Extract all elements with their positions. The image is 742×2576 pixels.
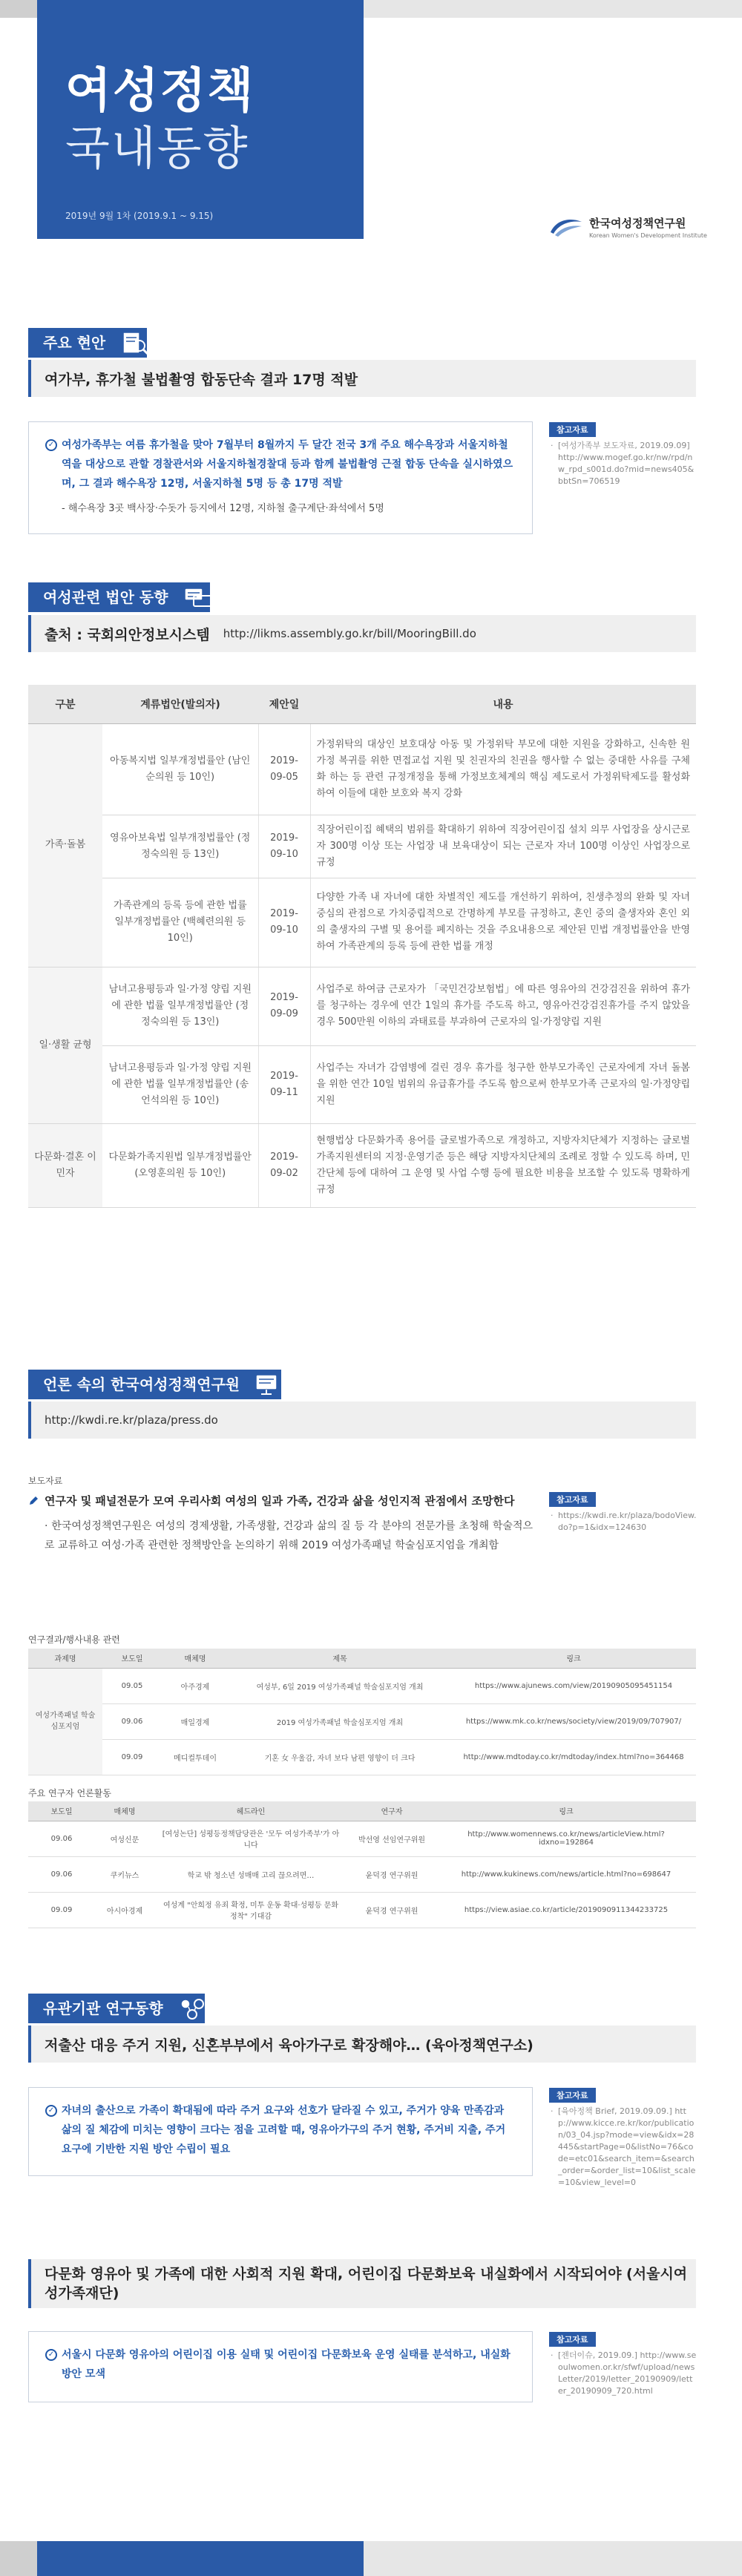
title-line2: 국내동향 [65, 121, 249, 175]
col-date: 보도일 [102, 1649, 162, 1668]
table-row [28, 815, 696, 878]
col-project: 과제명 [28, 1649, 102, 1668]
bill-cell: 남녀고용평등과 일·가정 양립 지원에 관한 법률 일부개정법률안 (정정숙의원 등 13인) [102, 967, 258, 1045]
table-row [28, 1703, 696, 1739]
reference-tag: 참고자료 [549, 422, 596, 437]
issue-reference [549, 421, 697, 487]
desc-cell: 직장어린이집 혜택의 범위를 확대하기 위하여 직장어린이집 설치 의무 사업장을 상시근로자 300명 이상 또는 사업장 내 보육대상이 되는 근로자 자녀 100명 이상인 사업장으로 규정 [310, 815, 696, 878]
date-cell: 2019-09-10 [258, 815, 310, 878]
chat-icon [180, 584, 214, 611]
link-cell[interactable]: http://www.kukinews.com/news/article.html?no=698647 [436, 1856, 696, 1892]
section-head-related [28, 1994, 205, 2023]
law-source [28, 615, 696, 652]
press-item [28, 1491, 533, 1555]
table-row [28, 1821, 696, 1856]
author-cell: 윤덕경 연구위원 [347, 1892, 436, 1928]
table-row [28, 967, 696, 1045]
table1-label: 연구결과/행사내용 관련 [28, 1634, 120, 1645]
reference-link[interactable]: · [여성가족부 보도자료, 2019.09.09] http://www.mogef.go.kr/nw/rpd/nw_rpd_s001d.do?mid=news405&bbtSn=706519 [549, 440, 697, 487]
issue-bullet: - 해수욕장 3곳 백사장·수돗가 등지에서 12명, 지하철 출구계단·좌석에서 5명 [62, 503, 384, 514]
monitor-icon [252, 1371, 286, 1398]
date-cell: 2019-09-05 [258, 723, 310, 815]
link-cell[interactable]: https://view.asiae.co.kr/article/2019090911344233725 [436, 1892, 696, 1928]
table-row [28, 1123, 696, 1207]
group-cell: 가족·돌봄 [28, 723, 102, 967]
media-cell: 쿠키뉴스 [95, 1856, 154, 1892]
check-circle-icon: ✓ [45, 2105, 57, 2117]
network-icon [175, 1995, 209, 2022]
check-circle-icon: ✓ [45, 439, 57, 451]
project-cell: 여성가족패널 학술심포지엄 [28, 1668, 102, 1775]
issue-box [28, 421, 533, 534]
related-headline-2-text: 다문화 영유아 및 가족에 대한 사회적 지원 확대, 어린이집 다문화보육 내실화에서 시작되어야 (서울시여성가족재단) [45, 2266, 688, 2301]
issue-headline [28, 360, 696, 397]
col-headline: 헤드라인 [154, 1801, 347, 1821]
org-name: 한국여성정책연구원 [589, 217, 686, 230]
link-cell[interactable]: http://www.mdtoday.co.kr/mdtoday/index.html?no=364468 [451, 1739, 696, 1775]
bill-cell: 다문화가족지원법 일부개정법률안 (오영훈의원 등 10인) [102, 1123, 258, 1207]
section-title: 주요 현안 [43, 334, 106, 352]
date-cell: 2019-09-11 [258, 1045, 310, 1123]
reference-tag: 참고자료 [549, 2088, 596, 2103]
issue-headline-text: 여가부, 휴가철 불법촬영 합동단속 결과 17명 적발 [45, 371, 358, 388]
kwdi-logo-icon [549, 216, 583, 238]
section-title: 유관기관 연구동향 [43, 2000, 163, 2017]
check-circle-icon: ✓ [45, 2349, 57, 2361]
media-cell: 매일경제 [162, 1703, 229, 1739]
table-row [28, 878, 696, 967]
title-cell: 2019 여성가족패널 학술심포지엄 개최 [229, 1703, 451, 1739]
col-author: 연구자 [347, 1801, 436, 1821]
press-source [28, 1402, 696, 1439]
press-results-table [28, 1649, 696, 1775]
table-row [28, 1856, 696, 1892]
law-table-header [28, 685, 696, 723]
link-cell[interactable]: http://www.womennews.co.kr/news/articleView.html?idxno=192864 [436, 1821, 696, 1856]
section-title: 언론 속의 한국여성정책연구원 [43, 1376, 240, 1393]
author-cell: 박선영 선임연구위원 [347, 1821, 436, 1856]
col-bill: 계류법안(발의자) [102, 685, 258, 723]
table-row [28, 1739, 696, 1775]
section-title: 여성관련 법안 동향 [43, 588, 168, 606]
law-table [28, 685, 696, 1208]
desc-cell: 현행법상 다문화가족 용어를 글로벌가족으로 개정하고, 지방자치단체가 지정하는 글로벌가족지원센터의 지정·운영기준 등은 해당 지방자치단체의 조례로 정할 수 있도록 하며, 민간단체 등에 대하여 그 운영 및 사업 수행 등에 필요한 비용을 보조할 수 있도록 명확하게 규정 [310, 1123, 696, 1207]
reference-link[interactable]: · [육아정책 Brief, 2019.09.09.] http://www.kicce.re.kr/kor/publication/03_04.jsp?mode=view&idx=28445&startPage=0&listNo=76&code=etc01&search_item=&search_order=&order_list=10&list_scale=10&view_level=0 [549, 2106, 697, 2189]
related-lead-2: ✓ 서울시 다문화 영유아의 어린이집 이용 실태 및 어린이집 다문화보육 운영 실태를 분석하고, 내실화 방안 모색 [45, 2345, 516, 2384]
col-title: 제목 [229, 1649, 451, 1668]
related-reference-1 [549, 2087, 697, 2189]
title-cell: 여성부, 6일 2019 여성가족패널 학술심포지엄 개최 [229, 1668, 451, 1703]
group-cell: 다문화·결혼 이민자 [28, 1123, 102, 1207]
link-cell[interactable]: https://www.mk.co.kr/news/society/view/2019/09/707907/ [451, 1703, 696, 1739]
press-source-url[interactable]: http://kwdi.re.kr/plaza/press.do [45, 1413, 218, 1427]
date-cell: 2019-09-02 [258, 1123, 310, 1207]
researcher-media-table [28, 1801, 696, 1928]
table-row [28, 723, 696, 815]
headline-cell: [여성논단] 성평등정책담당관은 '모두 여성가족부'가 아니다 [154, 1821, 347, 1856]
table-row [28, 1668, 696, 1703]
table-header [28, 1801, 696, 1821]
related-box-2 [28, 2331, 533, 2402]
col-media: 매체명 [162, 1649, 229, 1668]
date-cell: 09.09 [102, 1739, 162, 1775]
table2-label: 주요 연구자 언론활동 [28, 1788, 111, 1798]
desc-cell: 다양한 가족 내 자녀에 대한 차별적인 제도를 개선하기 위하여, 친생추정의 완화 및 자녀 중심의 관점으로 가치중립적으로 간명하게 부모를 규정하고, 혼인 중의 출생자와 혼인 외의 출생자의 구별 및 용어를 폐지하는 것을 주요내용으로 제안된 민법 개정법률안을 반영하여 가족관계의 등록 등에 관한 법률 개정 [310, 878, 696, 967]
press-body: · 한국여성정책연구원은 여성의 경제생활, 가족생활, 건강과 삶의 질 등 각 분야의 전문가를 초청해 학술적으로 교류하고 여성·가족 관련한 정책방안을 논의하기 위해 2019 여성가족패널 학술심포지엄을 개최함 [45, 1520, 533, 1551]
related-headline-2 [28, 2259, 696, 2308]
press-lead: 연구자 및 패널전문가 모여 우리사회 여성의 일과 가족, 건강과 삶을 성인지적 관점에서 조망한다 [28, 1491, 533, 1511]
related-headline-1 [28, 2025, 696, 2063]
desc-cell: 사업주는 자녀가 감염병에 걸린 경우 휴가를 청구한 한부모가족인 근로자에게 자녀 돌봄을 위한 연간 10일 범위의 유급휴가를 주도록 함으로써 한부모가족 근로자의 일·가정양립 지원 [310, 1045, 696, 1123]
media-cell: 아시아경제 [95, 1892, 154, 1928]
date-cell: 09.06 [28, 1821, 95, 1856]
bill-cell: 아동복지법 일부개정법률안 (남인순의원 등 10인) [102, 723, 258, 815]
law-source-url[interactable]: http://likms.assembly.go.kr/bill/MooringBill.do [223, 627, 476, 640]
date-cell: 09.05 [102, 1668, 162, 1703]
bill-cell: 가족관계의 등록 등에 관한 법률 일부개정법률안 (백혜련의원 등 10인) [102, 878, 258, 967]
bill-cell: 남녀고용평등과 일·가정 양립 지원에 관한 법률 일부개정법률안 (송언석의원 등 10인) [102, 1045, 258, 1123]
issue-date: 2019년 9월 1차 (2019.9.1 ~ 9.15) [65, 211, 214, 221]
table-header [28, 1649, 696, 1668]
related-reference-2 [549, 2331, 697, 2397]
col-date: 보도일 [28, 1801, 95, 1821]
date-cell: 2019-09-10 [258, 878, 310, 967]
document-search-icon [117, 329, 151, 356]
reference-link[interactable]: · https://kwdi.re.kr/plaza/bodoView.do?p=1&idx=124630 [549, 1510, 697, 1534]
headline-cell: 학교 밖 청소년 성매매 고리 끊으려면… [154, 1856, 347, 1892]
law-source-label: 출처 : 국회의안정보시스템 [45, 626, 210, 643]
media-cell: 아주경제 [162, 1668, 229, 1703]
col-content: 내용 [310, 685, 696, 723]
reference-link[interactable]: · [젠더이슈, 2019.09.] http://www.seoulwomen.or.kr/sfwf/upload/newsLetter/2019/letter_20190909/letter_20190909_720.html [549, 2350, 697, 2397]
desc-cell: 사업주로 하여금 근로자가 「국민건강보험법」에 따른 영유아의 건강검진을 위하여 휴가를 청구하는 경우에 연간 1일의 휴가를 주도록 하고, 영유아건강검진휴가를 주지 않았을 경우 500만원 이하의 과태료를 부과하여 근로자의 일·가정양립 지원 [310, 967, 696, 1045]
date-cell: 09.06 [28, 1856, 95, 1892]
media-cell: 메디컬투데이 [162, 1739, 229, 1775]
section-head-key-issue [28, 328, 147, 358]
table-row [28, 1045, 696, 1123]
kwdi-logo [549, 215, 707, 239]
date-cell: 2019-09-09 [258, 967, 310, 1045]
press-label: 보도자료 [28, 1476, 63, 1486]
reference-tag: 참고자료 [549, 2332, 596, 2347]
title-cell: 기혼 女 우울감, 자녀 보다 남편 영향이 더 크다 [229, 1739, 451, 1775]
org-name-en: Korean Women's Development Institute [589, 232, 707, 239]
col-category: 구분 [28, 685, 102, 723]
related-box-1 [28, 2087, 533, 2176]
col-date: 제안일 [258, 685, 310, 723]
col-link: 링크 [451, 1649, 696, 1668]
related-headline-1-text: 저출산 대응 주거 지원, 신혼부부에서 육아가구로 확장해야… (육아정책연구소) [45, 2037, 533, 2054]
issue-lead: ✓ 여성가족부는 여름 휴가철을 맞아 7월부터 8월까지 두 달간 전국 3개 주요 해수욕장과 서울지하철역을 대상으로 관할 경찰관서와 서울지하철경찰대 등과 함께 불법촬영 근절 합동 단속을 실시하였으며, 그 결과 해수욕장 12명, 서울지하철 5명 등 총 17명 적발 [45, 436, 516, 493]
related-lead-1: ✓ 자녀의 출산으로 가족이 확대됨에 따라 주거 요구와 선호가 달라질 수 있고, 주거가 양육 만족감과 삶의 질 체감에 미치는 영향이 크다는 점을 고려할 때, 영유아가구의 주거 현황, 주거비 지출, 주거 요구에 기반한 지원 방안 수립이 필요 [45, 2101, 516, 2159]
pen-icon [28, 1496, 39, 1506]
link-cell[interactable]: https://www.ajunews.com/view/20190905095451154 [451, 1668, 696, 1703]
headline-cell: 여성계 "안희정 유죄 확정, 미투 운동 확대·성평등 문화 정착" 기대감 [154, 1892, 347, 1928]
date-cell: 09.06 [102, 1703, 162, 1739]
col-media: 매체명 [95, 1801, 154, 1821]
top-color-bar [0, 0, 742, 18]
media-cell: 여성신문 [95, 1821, 154, 1856]
date-cell: 09.09 [28, 1892, 95, 1928]
reference-tag: 참고자료 [549, 1492, 596, 1507]
col-link: 링크 [436, 1801, 696, 1821]
hero-banner [37, 18, 364, 239]
bill-cell: 영유아보육법 일부개정법률안 (정정숙의원 등 13인) [102, 815, 258, 878]
section-head-law [28, 582, 210, 612]
title-line1: 여성정책 [65, 64, 255, 119]
group-cell: 일·생활 균형 [28, 967, 102, 1123]
table-row [28, 1892, 696, 1928]
section-head-press [28, 1370, 281, 1399]
press-reference [549, 1491, 697, 1534]
author-cell: 윤덕경 연구위원 [347, 1856, 436, 1892]
desc-cell: 가정위탁의 대상인 보호대상 아동 및 가정위탁 부모에 대한 지원을 강화하고, 신속한 원 가정 복귀를 위한 면접교섭 지원 및 친권자의 친권을 행사할 수 없는 중대한 사유를 구체화 하는 등 관련 규정개정을 통해 가정보호체계의 핵심 제도로서 가정위탁제도를 활성화하여 이들에 대한 보호와 복지 강화 [310, 723, 696, 815]
footer-color-bar [0, 2541, 742, 2576]
